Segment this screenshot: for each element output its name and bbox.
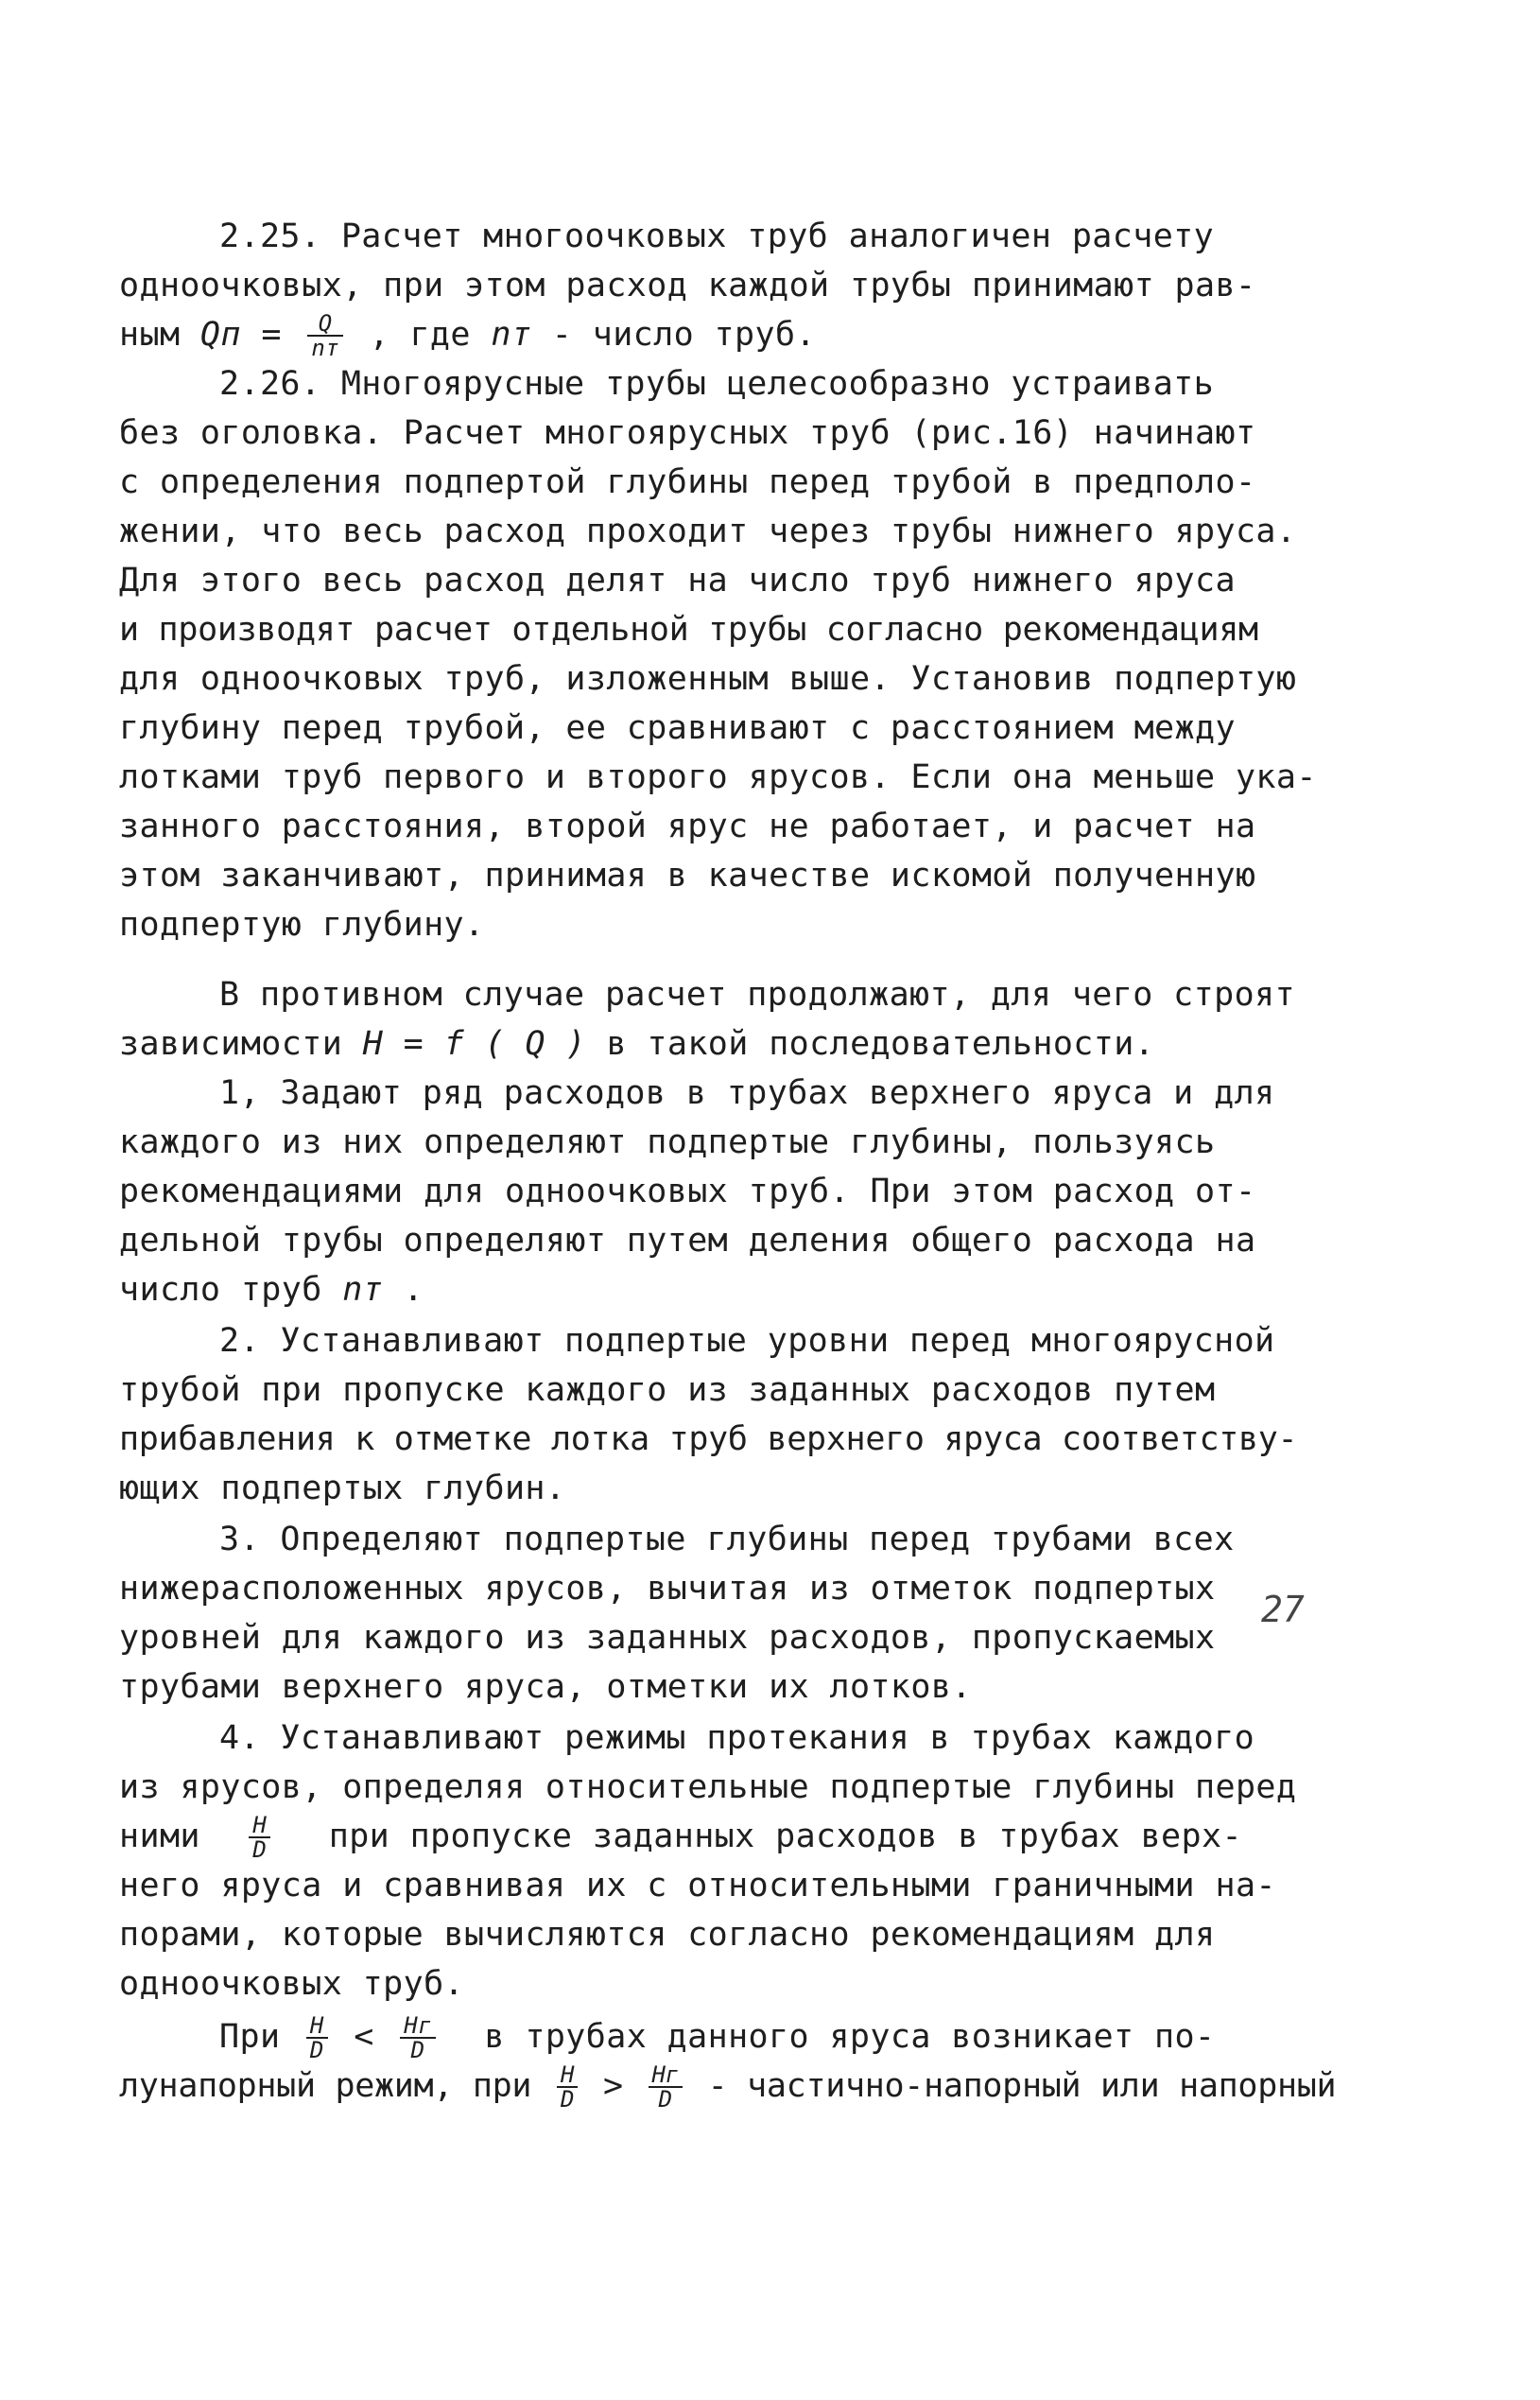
text-line: этом заканчивают, принимая в качестве искомой полученную bbox=[119, 857, 1256, 895]
fraction-denominator: D bbox=[410, 2037, 425, 2063]
text-line: жении, что весь расход проходит через трубы нижнего яруса. bbox=[119, 513, 1297, 550]
text-line: 2.25. Расчет многоочковых труб аналогичен расчету bbox=[219, 217, 1215, 255]
text-line: глубину перед трубой, ее сравнивают с расстоянием между bbox=[119, 709, 1236, 747]
text-line: прибавления к отметке лотка труб верхнего яруса соответству- bbox=[119, 1420, 1298, 1458]
text-fragment: лунапорный режим, при bbox=[119, 2067, 532, 2105]
text-line: него яруса и сравнивая их с относительными граничными на- bbox=[119, 1867, 1276, 1904]
math-symbol-h: H bbox=[362, 1025, 384, 1063]
fraction-denominator: D bbox=[561, 2086, 575, 2113]
fraction-q-over-nt bbox=[307, 312, 343, 359]
text-line: дельной трубы определяют путем деления общего расхода на bbox=[119, 1222, 1256, 1260]
page-number: 27 bbox=[1261, 1589, 1305, 1630]
text-line-formula bbox=[119, 1019, 1339, 1069]
fraction-numerator: Q bbox=[307, 312, 343, 337]
fraction-h-over-d bbox=[306, 2014, 328, 2061]
text-line: нижерасположенных ярусов, вычитая из отметок подпертых bbox=[119, 1570, 1216, 1608]
fraction-numerator: Hг bbox=[400, 2014, 436, 2039]
math-symbol-q: ( Q ) bbox=[484, 1025, 586, 1063]
fraction-hg-over-d bbox=[649, 2063, 683, 2111]
text-line: каждого из них определяют подпертые глубины, пользуясь bbox=[119, 1123, 1216, 1161]
text-line-formula bbox=[119, 1812, 1339, 1861]
text-fragment: число труб bbox=[119, 1271, 322, 1309]
text-line: подпертую глубину. bbox=[119, 906, 485, 944]
text-line: рекомендациями для одноочковых труб. При этом расход от- bbox=[119, 1173, 1256, 1210]
math-greater-than: > bbox=[602, 2067, 623, 2105]
text-line: лотками труб первого и второго ярусов. Если она меньше ука- bbox=[119, 758, 1317, 796]
text-fragment: При bbox=[219, 2018, 281, 2056]
fraction-numerator: H bbox=[306, 2014, 328, 2039]
text-line: из ярусов, определяя относительные подпертые глубины перед bbox=[119, 1768, 1297, 1806]
text-line: 1, Задают ряд расходов в трубах верхнего яруса и для bbox=[219, 1074, 1275, 1112]
text-line: занного расстояния, второй ярус не работает, и расчет на bbox=[119, 808, 1256, 845]
text-line-formula bbox=[119, 310, 1339, 359]
text-fragment: . bbox=[403, 1271, 424, 1309]
text-line: и производят расчет отдельной трубы согласно рекомендациям bbox=[119, 611, 1258, 649]
text-fragment: при пропуске заданных расходов в трубах верх- bbox=[328, 1817, 1242, 1855]
text-line: одноочковых труб. bbox=[119, 1965, 465, 2003]
text-fragment: в такой последовательности. bbox=[606, 1025, 1155, 1063]
text-fragment: - число труб. bbox=[551, 316, 816, 354]
fraction-h-over-d bbox=[557, 2063, 578, 2111]
text-line: для одноочковых труб, изложенным выше. Установив подпертую bbox=[119, 660, 1297, 698]
text-line: ющих подпертых глубин. bbox=[119, 1470, 566, 1507]
text-line-formula bbox=[119, 2061, 1339, 2111]
text-fragment: - частично-напорный или напорный bbox=[707, 2067, 1337, 2105]
fraction-h-over-d bbox=[249, 1814, 270, 1861]
text-fragment: ними bbox=[119, 1817, 200, 1855]
fraction-numerator: H bbox=[249, 1814, 270, 1838]
text-line: 2. Устанавливают подпертые уровни перед многоярусной bbox=[219, 1322, 1275, 1360]
math-equals: = bbox=[261, 316, 282, 354]
math-less-than: < bbox=[354, 2018, 374, 2056]
text-line: В противном случае расчет продолжают, для чего строят bbox=[219, 976, 1296, 1014]
fraction-numerator: Hг bbox=[649, 2063, 683, 2088]
text-line: 2.26. Многоярусные трубы целесообразно устраивать bbox=[219, 365, 1215, 403]
fraction-denominator: nт bbox=[311, 335, 340, 361]
fraction-denominator: D bbox=[658, 2086, 672, 2113]
math-symbol-qn: Qп bbox=[199, 316, 241, 354]
text-line: Для этого весь расход делят на число труб нижнего яруса bbox=[119, 562, 1236, 600]
math-equals: = bbox=[403, 1025, 424, 1063]
text-fragment: в трубах данного яруса возникает по- bbox=[484, 2018, 1216, 2056]
text-line-formula bbox=[219, 2012, 1439, 2061]
text-line: одноочковых, при этом расход каждой трубы принимают рав- bbox=[119, 267, 1256, 304]
fraction-denominator: D bbox=[309, 2037, 324, 2063]
text-line: 4. Устанавливают режимы протекания в трубах каждого bbox=[219, 1719, 1255, 1757]
text-line: порами, которые вычисляются согласно рекомендациям для bbox=[119, 1916, 1216, 1954]
text-fragment: , где bbox=[369, 316, 471, 354]
text-line: трубами верхнего яруса, отметки их лотков. bbox=[119, 1668, 972, 1706]
fraction-hg-over-d bbox=[400, 2014, 436, 2061]
fraction-numerator: H bbox=[557, 2063, 578, 2088]
text-line-formula bbox=[119, 1265, 1339, 1314]
text-line: трубой при пропуске каждого из заданных расходов путем bbox=[119, 1371, 1216, 1409]
text-line: без оголовка. Расчет многоярусных труб (рис.16) начинают bbox=[119, 414, 1256, 452]
text-line: уровней для каждого из заданных расходов, пропускаемых bbox=[119, 1619, 1216, 1657]
math-symbol-nt: nт bbox=[342, 1271, 384, 1309]
text-line: 3. Определяют подпертые глубины перед трубами всех bbox=[219, 1521, 1235, 1558]
text-fragment: ным bbox=[119, 316, 181, 354]
math-symbol-nt: nт bbox=[491, 316, 532, 354]
text-line: с определения подпертой глубины перед трубой в предполо- bbox=[119, 463, 1256, 501]
fraction-denominator: D bbox=[252, 1836, 268, 1863]
text-fragment: зависимости bbox=[119, 1025, 343, 1063]
math-symbol-f: f bbox=[443, 1025, 465, 1063]
